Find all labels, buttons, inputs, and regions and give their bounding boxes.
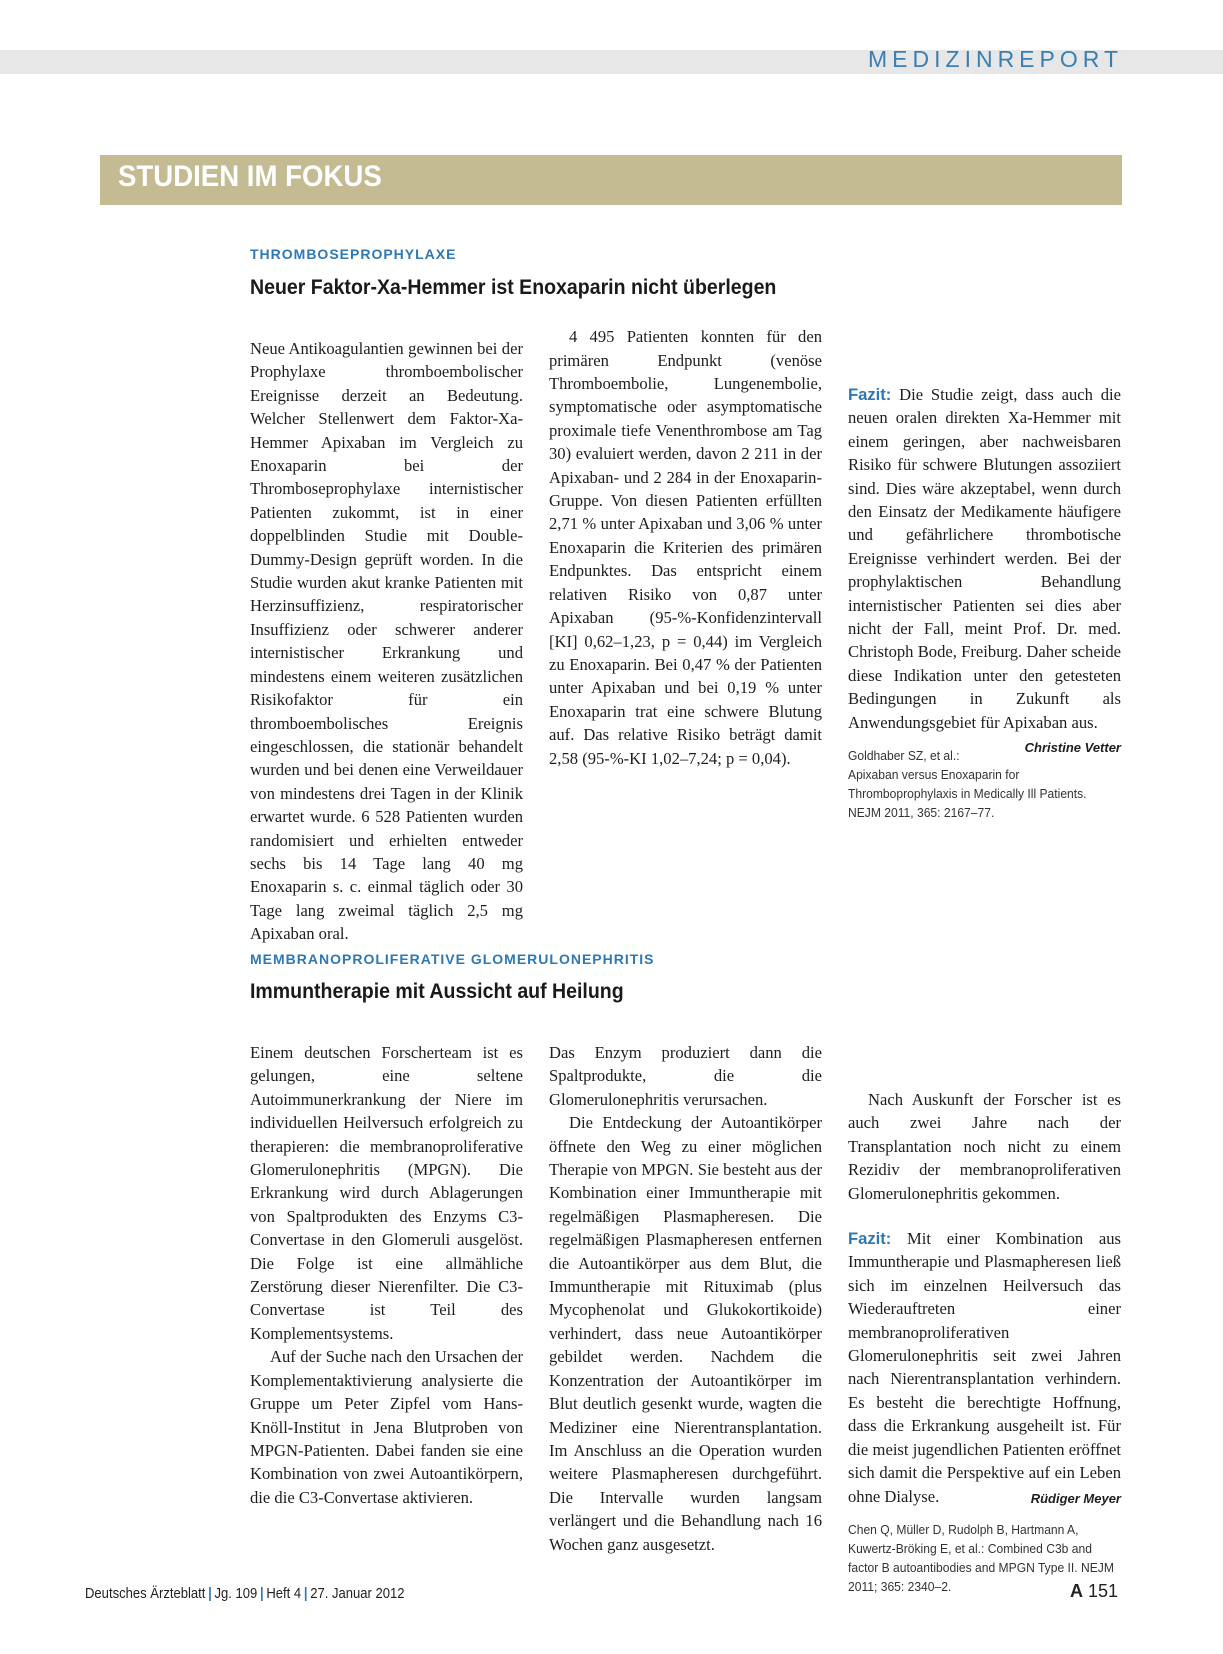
author: Rüdiger Meyer <box>1030 1490 1121 1506</box>
section-banner <box>100 155 1122 205</box>
article1-column-2 <box>549 327 822 877</box>
article1-paragraph: 4 495 Patienten konnten für den primären Endpunkt (venöse Thromboembolie, Lungenembolie, symptomatische oder asymptomatische proximale tiefe Venenthrombose am Tag 30) evaluiert werden, davon 2 211 in der Apixaban- und 2 284 in der Enoxaparin-Gruppe. Von diesen Patienten erfüllten 2,71 % unter Apixaban und 3,06 % unter Enoxaparin die Kriterien des primären Endpunktes. Das entspricht einem relativen Risiko von 0,87 unter Apixaban (95-%-Konfidenzintervall [KI] 0,62–1,23, p = 0,44) im Vergleich zu Enoxaparin. Bei 0,47 % der Patienten unter Apixaban und bei 0,19 % unter Enoxaparin trat eine schwere Blutung auf. Das relative Risiko beträgt damit 2,58 (95-%-KI 1,02–7,24; p = 0,04). <box>549 327 822 768</box>
article1-kicker: THROMBOSEPROPHYLAXE <box>250 246 457 262</box>
article2-paragraph: Nach Auskunft der Forscher ist es auch zwei Jahre nach der Transplantation noch nicht zu einem Rezidiv der membranoproliferativen Glomerulonephritis gekommen. <box>848 1090 1121 1203</box>
article2-paragraph: Einem deutschen Forscherteam ist es gelungen, eine seltene Autoimmunerkrankung der Niere im individuellen Heilversuch erfolgreich zu therapieren: die membranoproliferative Glomerulonephritis (MPGN). Die Erkrankung wird durch Ablagerungen von Spaltprodukten des Enzyms C3-Convertase in den Glomeruli ausgelöst. Die Folge ist eine allmähliche Zerstörung dieser Nierenfilter. Die C3-Convertase ist Teil des Komplementsystems. <box>250 1043 523 1343</box>
page-number <box>1070 1581 1118 1602</box>
reference: Chen Q, Müller D, Rudolph B, Hartmann A, Kuwertz-Bröking E, et al.: Combined C3b and factor B autoantibodies and MPGN Type II. NEJM 2011; 365: 2340–2. <box>848 1521 1114 1594</box>
author: Christine Vetter <box>1024 740 1121 756</box>
article2-kicker: MEMBRANOPROLIFERATIVE GLOMERULONEPHRITIS <box>250 951 655 967</box>
article2-column-3 <box>848 1088 1121 1596</box>
volume: Jg. 109 <box>214 1586 258 1602</box>
article2-paragraph: Auf der Suche nach den Ursachen der Komplementaktivierung analysierte die Gruppe um Peter Zipfel vom Hans-Knöll-Institut in Jena Blutproben von MPGN-Patienten. Dabei fanden sie eine Kombination von zwei Autoantikörpern, die die C3-Convertase aktivieren. <box>250 1347 523 1507</box>
reference: Goldhaber SZ, et al.: Apixaban versus Enoxaparin for Thromboprophylaxis in Medically Ill Patients. NEJM 2011, 365: 2167–77. <box>848 748 1087 821</box>
article1-column-3 <box>848 337 1121 822</box>
journal-name: Deutsches Ärzteblatt <box>85 1586 206 1602</box>
article2-paragraph: Die Entdeckung der Autoantikörper öffnete den Weg zu einer möglichen Therapie von MPGN. Sie besteht aus der Kombination einer Immuntherapie mit regelmäßigen Plasmapheresen. Die regelmäßigen Plasmapheresen entfernen die Autoantikörper aus dem Blut, die Immuntherapie mit Rituximab (plus Mycophenolat und Glukokortikoide) verhindert, dass neue Autoantikörper gebildet werden. Nachdem die Konzentration der Autoantikörper im Blut deutlich gesenkt wurde, wagten die Mediziner eine Nierentransplantation. Im Anschluss an die Operation wurden weitere Plasmapheresen durchgeführt. Die Intervalle wurden langsam verlängert und die Behandlung nach 16 Wochen ganz ausgesetzt. <box>549 1113 822 1554</box>
article1-headline: Neuer Faktor-Xa-Hemmer ist Enoxaparin nicht überlegen <box>250 276 777 299</box>
issue: Heft 4 <box>266 1586 302 1602</box>
fazit-text: Mit einer Kombination aus Immuntherapie und Plasmapheresen ließ sich im einzelnen Heilversuch das Wiederauftreten einer membranoproliferativen Glomerulonephritis seit zwei Jahren nach Nierentransplantation verhindern. Es besteht die berechtigte Hoffnung, dass die Erkrankung ausgeheilt ist. Für die meist jugendlichen Patienten eröffnet sich damit die Perspektive auf ein Leben ohne Dialyse. <box>848 1229 1121 1506</box>
article2-headline: Immuntherapie mit Aussicht auf Heilung <box>250 980 624 1003</box>
article2-column-1 <box>250 1041 523 1509</box>
issue-date: 27. Januar 2012 <box>310 1586 405 1602</box>
article2-paragraph: Das Enzym produziert dann die Spaltprodukte, die die Glomerulonephritis verursachen. <box>549 1043 822 1109</box>
section-label: MEDIZINREPORT <box>868 46 1123 72</box>
article2-column-2 <box>549 1041 822 1556</box>
fazit-label: Fazit: <box>848 1229 892 1249</box>
page-number-value: 151 <box>1087 1581 1118 1601</box>
banner-title: STUDIEN IM FOKUS <box>118 160 382 193</box>
fazit-label: Fazit: <box>848 385 892 404</box>
article1-paragraph: Neue Antikoagulantien gewinnen bei der Prophylaxe thromboembolischer Ereignisse derzeit an Bedeutung. Welcher Stellenwert dem Faktor-Xa-Hemmer Apixaban im Vergleich zu Enoxaparin bei der Thromboseprophylaxe internistischer Patienten zukommt, ist in einer doppelblinden Studie mit Double-Dummy-Design geprüft worden. In die Studie wurden akut kranke Patienten mit Herzinsuffizienz, respiratorischer Insuffizienz oder schwerer anderer internistischer Erkrankung und mindestens einem weiteren zusätzlichen Risikofaktor für ein thromboembolisches Ereignis eingeschlossen, die stationär behandelt wurden und bei denen eine Verweildauer von mindestens drei Tagen in der Klinik erwartet wurde. 6 528 Patienten wurden randomisiert und erhielten entweder sechs bis 14 Tage lang 40 mg Enoxaparin s. c. einmal täglich oder 30 Tage lang zweimal täglich 2,5 mg Apixaban oral. <box>250 339 523 944</box>
page-prefix: A <box>1069 1581 1083 1601</box>
article2-fazit <box>848 1227 1121 1508</box>
fazit-text: Die Studie zeigt, dass auch die neuen oralen direkten Xa-Hemmer mit einem geringen, aber nachweisbaren Risiko für schwere Blutungen assoziiert sind. Dies wäre akzeptabel, wenn durch den Einsatz der Medikamente häufigere und gefährlichere thrombotische Ereignisse verhindert werden. Bei der prophylaktischen Behandlung internistischer Patienten sei dies aber nicht der Fall, meint Prof. Dr. med. Christoph Bode, Freiburg. Daher scheide diese Indikation unter den getesteten Bedingungen in Zukunft als Anwendungsgebiet für Apixaban aus. <box>848 385 1121 732</box>
footer-citation: Deutsches Ärzteblatt | Jg. 109 | Heft 4 | 27. Januar 2012 <box>85 1586 405 1602</box>
article1-column-1 <box>250 337 523 944</box>
article1-fazit <box>848 383 1121 756</box>
